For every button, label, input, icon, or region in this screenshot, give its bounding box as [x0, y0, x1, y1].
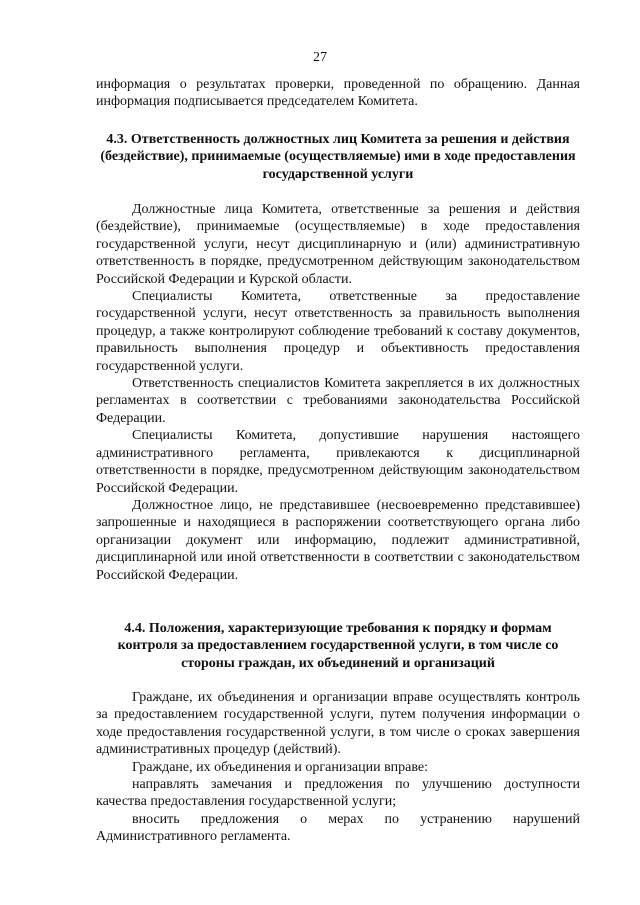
section-4-3-paragraph: Специалисты Комитета, допустившие нарушения настоящего административного регламента, привлекаются к дисциплинарной ответственности в порядке, предусмотренном действующим законодательством Российской Федерации.: [96, 428, 580, 496]
section-4-4-paragraph: вносить предложения о мерах по устранению нарушений Административного регламента.: [96, 811, 580, 845]
section-4-3-paragraph: Должностные лица Комитета, ответственные за решения и действия (бездействие), принимаемые (осуществляемые) в ходе предоставления государственной услуги, несут дисциплинарную и (или) административную ответственность в порядке, предусмотренном действующим законодательством Российской Федерации и Курской области.: [96, 202, 580, 287]
page-number: 27: [313, 50, 327, 65]
section-4-3-paragraph: Должностное лицо, не представившее (несвоевременно представившее) запрошенные и находящиеся в распоряжении соответствующего органа либо организации документ или информацию, подлежит административной, дисциплинарной или иной ответственности в соответствии с законодательством Российской Федерации.: [96, 497, 580, 583]
section-4-4-paragraph: Граждане, их объединения и организации вправе осуществлять контроль за предоставлением государственной услуги, путем получения информации о ходе предоставления государственной услуги, в том числе о сроках завершения административных процедур (действий).: [96, 690, 580, 758]
section-4-4-body: [96, 689, 580, 846]
section-4-3-paragraph: Специалисты Комитета, ответственные за предоставление государственной услуги, несут ответственность за правильность выполнения процедур, а также контролируют соблюдение требований к составу документов, правильность выполнения процедур и объективность предоставления государственной услуги.: [96, 289, 580, 374]
section-4-3-body: [96, 201, 580, 584]
section-4-4-paragraph: направлять замечания и предложения по улучшению доступности качества предоставления государственной услуги;: [96, 777, 580, 810]
section-4-4-heading: 4.4. Положения, характеризующие требования к порядку и формам контроля за предоставлением государственной услуги, в том числе со стороны граждан, их объединений и организаций: [117, 621, 559, 671]
section-4-4-paragraph: Граждане, их объединения и организации вправе:: [132, 759, 429, 775]
intro-paragraph: информация о результатах проверки, проведенной по обращению. Данная информация подписывается председателем Комитета.: [96, 77, 580, 110]
section-4-3-heading: 4.3. Ответственность должностных лиц Комитета за решения и действия (бездействие), принимаемые (осуществляемые) ими в ходе предоставления государственной услуги: [100, 132, 576, 182]
section-4-3-paragraph: Ответственность специалистов Комитета закрепляется в их должностных регламентах в соответствии с требованиями законодательства Российской Федерации.: [96, 376, 580, 426]
intro-block: [96, 76, 580, 111]
